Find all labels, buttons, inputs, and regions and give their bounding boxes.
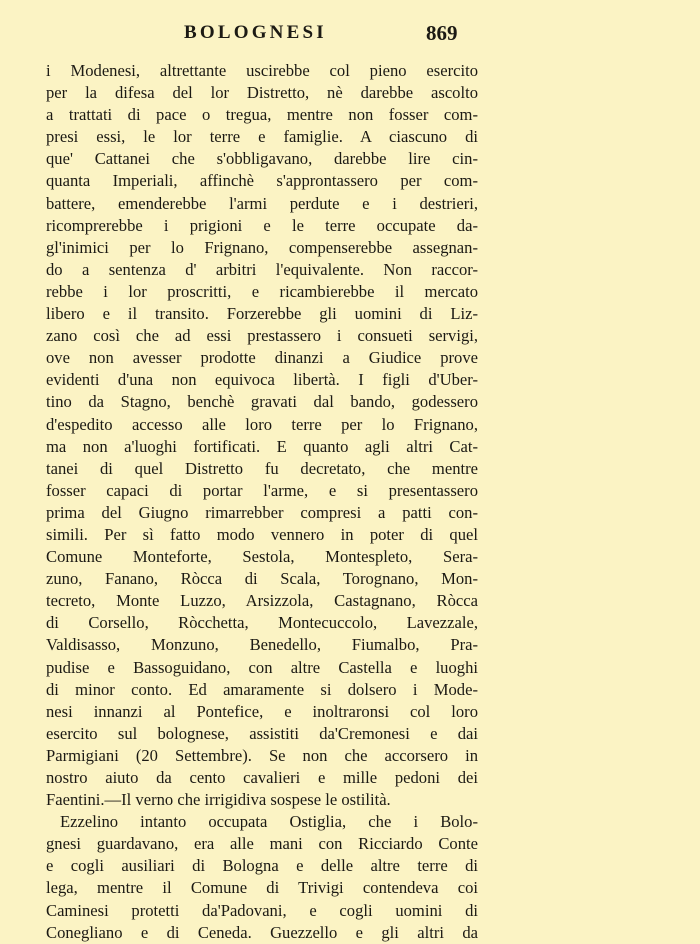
- text-line: tino da Stagno, benchè gravati dal bando, godessero: [46, 392, 478, 412]
- text-line: Valdisasso, Monzuno, Benedello, Fiumalbo, Pra-: [46, 635, 478, 655]
- text-line: que' Cattanei che s'obbligavano, darebbe lire cin-: [46, 149, 478, 169]
- paragraph: [46, 60, 478, 811]
- text-line: ove non avesser prodotte dinanzi a Giudice prove: [46, 348, 478, 368]
- text-line: presi essi, le lor terre e famiglie. A ciascuno di: [46, 127, 478, 147]
- text-line: do a sentenza d' arbitri l'equivalente. Non raccor-: [46, 259, 478, 279]
- text-line: gl'inimici per lo Frignano, compenserebbe assegnan-: [46, 237, 478, 257]
- text-line: tecreto, Monte Luzzo, Arsizzola, Castagnano, Ròcca: [46, 591, 478, 611]
- running-head: [0, 20, 700, 50]
- text-line: evidenti d'una non equivoca libertà. I figli d'Uber-: [46, 370, 478, 390]
- text-line: prima del Giugno rimarrebber compresi a patti con-: [46, 502, 478, 522]
- text-line: zano così che ad essi prestassero i consueti servigi,: [46, 326, 478, 346]
- text-line: ricomprerebbe i prigioni e le terre occupate da-: [46, 215, 478, 235]
- text-line: e cogli ausiliari di Bologna e delle altre terre di: [46, 856, 478, 876]
- text-line: Comune Monteforte, Sestola, Montespleto, Sera-: [46, 547, 478, 567]
- text-line: esercito sul bolognese, assistiti da'Cremonesi e dai: [46, 723, 478, 743]
- page-number: 869: [426, 21, 458, 45]
- text-line: zuno, Fanano, Ròcca di Scala, Torognano, Mon-: [46, 569, 478, 589]
- body-text: [46, 60, 478, 944]
- text-line: libero e il transito. Forzerebbe gli uomini di Liz-: [46, 304, 478, 324]
- text-line: per la difesa del lor Distretto, nè darebbe ascolto: [46, 83, 478, 103]
- running-title: BOLOGNESI: [184, 22, 327, 43]
- text-line: d'espedito accesso alle loro terre per lo Frignano,: [46, 414, 478, 434]
- text-line: gnesi guardavano, era alle mani con Ricciardo Conte: [46, 834, 478, 854]
- text-line: Caminesi protetti da'Padovani, e cogli uomini di: [46, 900, 478, 920]
- text-line: simili. Per sì fatto modo vennero in poter di quel: [46, 524, 478, 544]
- text-line: tanei di quel Distretto fu decretato, che mentre: [46, 458, 478, 478]
- paragraph: [46, 811, 478, 944]
- text-line: a trattati di pace o tregua, mentre non fosser com-: [46, 105, 478, 125]
- text-line: ma non a'luoghi fortificati. E quanto agli altri Cat-: [46, 436, 478, 456]
- text-line: battere, emenderebbe l'armi perdute e i destrieri,: [46, 193, 478, 213]
- text-line: quanta Imperiali, affinchè s'approntassero per com-: [46, 171, 478, 191]
- text-line: Conegliano e di Ceneda. Guezzello e gli altri da: [46, 922, 478, 942]
- text-line: rebbe i lor proscritti, e ricambierebbe il mercato: [46, 281, 478, 301]
- text-line: di Corsello, Ròcchetta, Montecuccolo, Lavezzale,: [46, 613, 478, 633]
- text-line: lega, mentre il Comune di Trivigi contendeva coi: [46, 878, 478, 898]
- text-line: di minor conto. Ed amaramente si dolsero i Mode-: [46, 679, 478, 699]
- text-line: nesi innanzi al Pontefice, e inoltraronsi col loro: [46, 701, 478, 721]
- text-line: nostro aiuto da cento cavalieri e mille pedoni dei: [46, 768, 478, 787]
- text-line: i Modenesi, altrettante uscirebbe col pieno esercito: [46, 61, 478, 80]
- text-line: pudise e Bassoguidano, con altre Castella e luoghi: [46, 657, 478, 677]
- text-line: Ezzelino intanto occupata Ostiglia, che i Bolo-: [60, 812, 478, 832]
- text-line: fosser capaci di portar l'arme, e si presentassero: [46, 480, 478, 500]
- text-line: Parmigiani (20 Settembre). Se non che accorsero in: [46, 745, 478, 765]
- text-line: Faentini.—Il verno che irrigidiva sospese le ostilità.: [46, 790, 391, 810]
